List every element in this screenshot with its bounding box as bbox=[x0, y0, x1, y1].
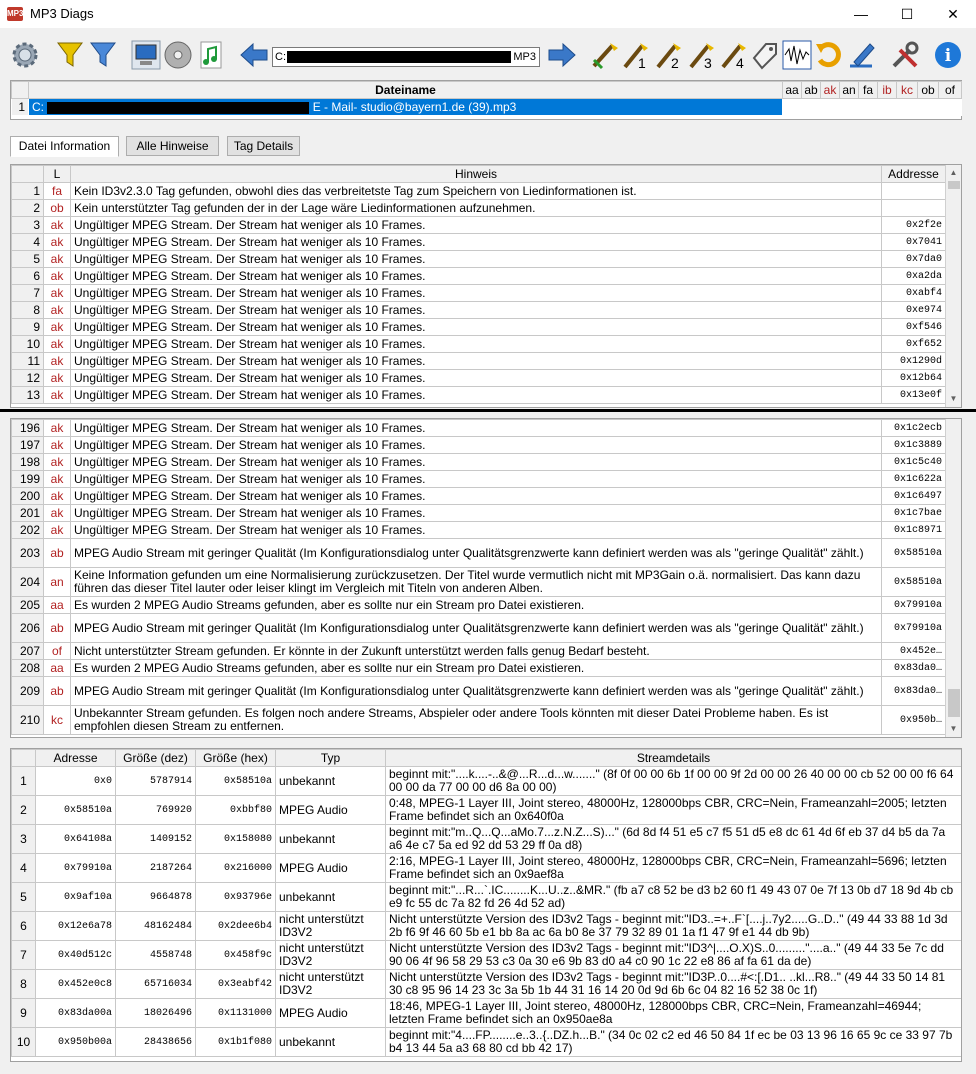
notes-top-scrollbar[interactable] bbox=[945, 165, 961, 407]
note-text: Keine Information gefunden um eine Normalisierung zurückzusetzen. Der Titel wurde vermutlich nicht mit MP3Gain o.ä. normalisiert. Das kann dazu führen das dieser Titel lauter oder leiser klingt im Vergleich mit Titeln von anderen Alben. bbox=[71, 568, 882, 597]
note-text: Ungültiger MPEG Stream. Der Stream hat weniger als 10 Frames. bbox=[71, 268, 882, 285]
notes-table-top bbox=[10, 164, 962, 408]
note-dot: • bbox=[918, 99, 939, 116]
note-address: 0x12b64 bbox=[882, 370, 946, 387]
note-address: 0x1c8971 bbox=[882, 522, 946, 539]
note-text: Ungültiger MPEG Stream. Der Stream hat weniger als 10 Frames. bbox=[71, 420, 882, 437]
splitter[interactable] bbox=[0, 409, 976, 412]
note-address: 0x79910a bbox=[882, 597, 946, 614]
row-number: 12 bbox=[12, 370, 44, 387]
note-level: aa bbox=[44, 660, 71, 677]
row-number: 8 bbox=[12, 970, 36, 999]
note-text: Unbekannter Stream gefunden. Es folgen noch andere Streams, Abspieler oder andere Tools könnten mit dieser Datei Probleme haben. Es ist empfohlen diesen Stream zu entfernen. bbox=[71, 706, 882, 735]
note-text: Es wurden 2 MPEG Audio Streams gefunden, aber es sollte nur ein Stream pro Datei existieren. bbox=[71, 660, 882, 677]
svg-text:4: 4 bbox=[736, 55, 744, 70]
row-number: 208 bbox=[12, 660, 44, 677]
stream-size-hex: 0x3eabf42 bbox=[196, 970, 276, 999]
note-level: ak bbox=[44, 234, 71, 251]
note-row[interactable] bbox=[12, 387, 946, 404]
note-address: 0x1c3889 bbox=[882, 437, 946, 454]
note-row[interactable] bbox=[12, 200, 946, 217]
stream-details: beginnt mit:"m..Q...Q...aMo.7...z.N.Z...S)..." (6d 8d f4 51 e5 c7 f5 51 d5 e8 dc 61 4d 6f eb 37 d4 b5 da 7a a6 4e c7 5a ed 92 dd 53 29 ff 0a d8) bbox=[386, 825, 962, 854]
stream-size-dec: 5787914 bbox=[116, 767, 196, 796]
row-number: 13 bbox=[12, 387, 44, 404]
row-number: 3 bbox=[12, 825, 36, 854]
note-text: Ungültiger MPEG Stream. Der Stream hat weniger als 10 Frames. bbox=[71, 387, 882, 404]
stream-details: 18:46, MPEG-1 Layer III, Joint stereo, 48000Hz, 128000bps CBR, CRC=Nein, Frameanzahl=46944; letzten Frame befindet sich an 0x950ae8a bbox=[386, 999, 962, 1028]
stream-address: 0x58510a bbox=[36, 796, 116, 825]
note-row[interactable] bbox=[12, 614, 946, 643]
note-text: Kein unterstützter Tag gefunden der in der Lage wäre Liedinformationen aufzunehmen. bbox=[71, 200, 882, 217]
row-number: 207 bbox=[12, 643, 44, 660]
note-level: ak bbox=[44, 285, 71, 302]
note-text: Ungültiger MPEG Stream. Der Stream hat weniger als 10 Frames. bbox=[71, 285, 882, 302]
note-level: ak bbox=[44, 302, 71, 319]
stream-size-dec: 48162484 bbox=[116, 912, 196, 941]
note-text: Ungültiger MPEG Stream. Der Stream hat weniger als 10 Frames. bbox=[71, 471, 882, 488]
note-address bbox=[882, 183, 946, 200]
stream-size-dec: 1409152 bbox=[116, 825, 196, 854]
note-address: 0x58510a bbox=[882, 539, 946, 568]
note-dot: • bbox=[859, 99, 878, 116]
stream-size-dec: 769920 bbox=[116, 796, 196, 825]
note-level: ak bbox=[44, 319, 71, 336]
note-level: ak bbox=[44, 370, 71, 387]
row-number: 10 bbox=[12, 1028, 36, 1057]
notes-bottom-scrollbar[interactable] bbox=[945, 419, 961, 737]
note-level: ak bbox=[44, 420, 71, 437]
note-level: kc bbox=[44, 706, 71, 735]
note-row[interactable] bbox=[12, 597, 946, 614]
note-text: Es wurden 2 MPEG Audio Streams gefunden, aber es sollte nur ein Stream pro Datei existieren. bbox=[71, 597, 882, 614]
stream-type: unbekannt bbox=[276, 883, 386, 912]
note-level: an bbox=[44, 568, 71, 597]
note-dot: • bbox=[821, 99, 840, 116]
note-row[interactable] bbox=[12, 505, 946, 522]
info-icon[interactable] bbox=[933, 40, 963, 70]
row-number: 204 bbox=[12, 568, 44, 597]
file-name-prefix: C: bbox=[32, 100, 44, 114]
stream-row[interactable] bbox=[12, 1028, 962, 1057]
transform-2-icon[interactable] bbox=[655, 40, 685, 70]
stream-size-dec: 4558748 bbox=[116, 941, 196, 970]
note-row[interactable] bbox=[12, 302, 946, 319]
note-text: MPEG Audio Stream mit geringer Qualität (Im Konfigurationsdialog unter Qualitätsgrenzwerte kann definiert werden was als "geringe Qualität" zählt.) bbox=[71, 539, 882, 568]
note-row[interactable] bbox=[12, 336, 946, 353]
stream-row[interactable] bbox=[12, 796, 962, 825]
file-row[interactable] bbox=[12, 99, 962, 116]
column-header-fa[interactable]: fa bbox=[859, 82, 878, 99]
note-level: ab bbox=[44, 539, 71, 568]
note-row[interactable] bbox=[12, 217, 946, 234]
note-level: ab bbox=[44, 677, 71, 706]
column-header-ob[interactable]: ob bbox=[918, 82, 939, 99]
column-header-ak[interactable]: ak bbox=[821, 82, 840, 99]
column-header-ib[interactable]: ib bbox=[878, 82, 897, 99]
row-number: 5 bbox=[12, 251, 44, 268]
row-number: 205 bbox=[12, 597, 44, 614]
note-row[interactable] bbox=[12, 568, 946, 597]
note-text: MPEG Audio Stream mit geringer Qualität (Im Konfigurationsdialog unter Qualitätsgrenzwerte kann definiert werden was als "geringe Qualität" zählt.) bbox=[71, 677, 882, 706]
stream-address: 0x64108a bbox=[36, 825, 116, 854]
note-address: 0xa2da bbox=[882, 268, 946, 285]
note-dot: • bbox=[840, 99, 859, 116]
scroll-down-icon[interactable]: ▼ bbox=[949, 724, 958, 733]
column-header-size-dec[interactable]: Größe (dez) bbox=[116, 750, 196, 767]
note-address: 0x452e… bbox=[882, 643, 946, 660]
stream-details: Nicht unterstützte Version des ID3v2 Tags - beginnt mit:"ID3^|....O.X)S..0........."....a.." (49 44 33 5e 7c dd 90 06 4f 96 58 29 53 c3 0a 30 e6 9b 83 d0 a4 c0 90 1c 22 e8 86 af fa 61 da de) bbox=[386, 941, 962, 970]
note-text: Kein ID3v2.3.0 Tag gefunden, obwohl dies das verbreitetste Tag zum Speichern von Liedinformationen ist. bbox=[71, 183, 882, 200]
close-button[interactable]: ✕ bbox=[947, 6, 959, 22]
stream-size-hex: 0x458f9c bbox=[196, 941, 276, 970]
note-address: 0x7da0 bbox=[882, 251, 946, 268]
tab-all-notes[interactable]: Alle Hinweise bbox=[126, 136, 219, 156]
note-address: 0x79910a bbox=[882, 614, 946, 643]
tools-icon[interactable] bbox=[890, 40, 920, 70]
note-address: 0x13e0f bbox=[882, 387, 946, 404]
stream-details: 0:48, MPEG-1 Layer III, Joint stereo, 48000Hz, 128000bps CBR, CRC=Nein, Frameanzahl=2005; letzten Frame befindet sich an 0x640f0a bbox=[386, 796, 962, 825]
scroll-thumb[interactable] bbox=[948, 689, 960, 717]
stream-size-hex: 0x2dee6b4 bbox=[196, 912, 276, 941]
notes-corner bbox=[12, 166, 44, 183]
row-number: 198 bbox=[12, 454, 44, 471]
row-number: 209 bbox=[12, 677, 44, 706]
note-address: 0x83da0… bbox=[882, 677, 946, 706]
note-row[interactable] bbox=[12, 539, 946, 568]
column-header-filename[interactable]: Dateiname bbox=[29, 82, 783, 99]
note-address: 0x83da0… bbox=[882, 660, 946, 677]
column-header-size-hex[interactable]: Größe (hex) bbox=[196, 750, 276, 767]
note-text: Ungültiger MPEG Stream. Der Stream hat weniger als 10 Frames. bbox=[71, 336, 882, 353]
maximize-button[interactable]: ☐ bbox=[900, 6, 914, 22]
row-number: 6 bbox=[12, 268, 44, 285]
stream-type: unbekannt bbox=[276, 1028, 386, 1057]
row-number: 4 bbox=[12, 854, 36, 883]
note-level: ak bbox=[44, 251, 71, 268]
note-level: ab bbox=[44, 614, 71, 643]
note-text: Ungültiger MPEG Stream. Der Stream hat weniger als 10 Frames. bbox=[71, 234, 882, 251]
note-text: Ungültiger MPEG Stream. Der Stream hat weniger als 10 Frames. bbox=[71, 353, 882, 370]
stream-size-hex: 0xbbf80 bbox=[196, 796, 276, 825]
notes-table-bottom bbox=[10, 418, 962, 738]
row-number: 1 bbox=[12, 183, 44, 200]
note-text: Ungültiger MPEG Stream. Der Stream hat weniger als 10 Frames. bbox=[71, 251, 882, 268]
svg-text:3: 3 bbox=[704, 55, 712, 70]
column-header-address[interactable]: Addresse bbox=[882, 166, 946, 183]
row-number: 3 bbox=[12, 217, 44, 234]
column-header-kc[interactable]: kc bbox=[897, 82, 918, 99]
streams-table bbox=[10, 748, 962, 1062]
stream-address: 0x0 bbox=[36, 767, 116, 796]
note-level: ak bbox=[44, 505, 71, 522]
note-address: 0x1290d bbox=[882, 353, 946, 370]
row-number: 2 bbox=[12, 200, 44, 217]
stream-type: unbekannt bbox=[276, 767, 386, 796]
undo-icon[interactable] bbox=[814, 40, 844, 70]
stream-type: MPEG Audio bbox=[276, 999, 386, 1028]
note-address: 0xf546 bbox=[882, 319, 946, 336]
waveform-icon[interactable] bbox=[782, 40, 812, 70]
note-row[interactable] bbox=[12, 677, 946, 706]
monitor-icon[interactable] bbox=[131, 40, 161, 70]
stream-details: Nicht unterstützte Version des ID3v2 Tags - beginnt mit:"ID3P..0....#<:[.D1.. ..kl...R8.." (49 44 33 50 14 81 30 c8 95 96 14 23 3c 3a 5b 1b 44 31 16 14 20 0d 9d 6b 6c 04 82 16 52 38 0c 1f) bbox=[386, 970, 962, 999]
row-number: 8 bbox=[12, 302, 44, 319]
stream-address: 0x83da00a bbox=[36, 999, 116, 1028]
stream-row[interactable] bbox=[12, 767, 962, 796]
stream-size-hex: 0x158080 bbox=[196, 825, 276, 854]
note-level: ak bbox=[44, 353, 71, 370]
note-row[interactable] bbox=[12, 660, 946, 677]
row-number: 200 bbox=[12, 488, 44, 505]
note-row[interactable] bbox=[12, 522, 946, 539]
column-header-type[interactable]: Typ bbox=[276, 750, 386, 767]
note-address: 0x58510a bbox=[882, 568, 946, 597]
stream-address: 0x950b00a bbox=[36, 1028, 116, 1057]
tab-file-info[interactable]: Datei Information bbox=[10, 136, 119, 157]
note-level: ak bbox=[44, 522, 71, 539]
note-level: aa bbox=[44, 597, 71, 614]
note-level: ak bbox=[44, 471, 71, 488]
note-row[interactable] bbox=[12, 319, 946, 336]
column-header-stream-details[interactable]: Streamdetails bbox=[386, 750, 962, 767]
svg-text:1: 1 bbox=[638, 55, 646, 70]
note-level: ak bbox=[44, 268, 71, 285]
title-bar bbox=[0, 0, 976, 28]
note-row[interactable] bbox=[12, 471, 946, 488]
note-text: Ungültiger MPEG Stream. Der Stream hat weniger als 10 Frames. bbox=[71, 454, 882, 471]
note-text: Nicht unterstützter Stream gefunden. Er könnte in der Zukunft unterstützt werden falls genug Bedarf besteht. bbox=[71, 643, 882, 660]
note-level: ob bbox=[44, 200, 71, 217]
note-level: ak bbox=[44, 454, 71, 471]
stream-size-hex: 0x1131000 bbox=[196, 999, 276, 1028]
stream-type: MPEG Audio bbox=[276, 854, 386, 883]
note-address: 0x1c2ecb bbox=[882, 420, 946, 437]
note-address: 0x1c622a bbox=[882, 471, 946, 488]
note-address: 0xabf4 bbox=[882, 285, 946, 302]
stream-type: nicht unterstützt ID3V2 bbox=[276, 912, 386, 941]
note-dot: • bbox=[802, 99, 821, 116]
row-number: 197 bbox=[12, 437, 44, 454]
note-address: 0x7041 bbox=[882, 234, 946, 251]
row-number: 4 bbox=[12, 234, 44, 251]
note-row[interactable] bbox=[12, 251, 946, 268]
row-number: 9 bbox=[12, 319, 44, 336]
row-number: 7 bbox=[12, 941, 36, 970]
filter-notes-icon[interactable] bbox=[88, 40, 118, 70]
stream-address: 0x9af10a bbox=[36, 883, 116, 912]
path-extension: MP3 bbox=[513, 51, 536, 63]
stream-row[interactable] bbox=[12, 912, 962, 941]
note-row[interactable] bbox=[12, 353, 946, 370]
note-row[interactable] bbox=[12, 420, 946, 437]
note-text: Ungültiger MPEG Stream. Der Stream hat weniger als 10 Frames. bbox=[71, 302, 882, 319]
path-prefix: C: bbox=[275, 51, 286, 63]
column-header-note[interactable]: Hinweis bbox=[71, 166, 882, 183]
transform-4-icon[interactable] bbox=[720, 40, 750, 70]
stream-details: beginnt mit:"....k....-..&@...R...d...w......." (8f 0f 00 00 6b 1f 00 00 9f 2d 00 00 26 40 00 00 cb 52 00 00 f6 64 00 00 da 77 00 00 d6 8a 00 00) bbox=[386, 767, 962, 796]
redacted-path bbox=[287, 51, 511, 63]
note-row[interactable] bbox=[12, 268, 946, 285]
stream-size-hex: 0x1b1f080 bbox=[196, 1028, 276, 1057]
column-header-address[interactable]: Adresse bbox=[36, 750, 116, 767]
note-level: ak bbox=[44, 488, 71, 505]
stream-size-dec: 18026496 bbox=[116, 999, 196, 1028]
stream-row[interactable] bbox=[12, 883, 962, 912]
row-number: 202 bbox=[12, 522, 44, 539]
cd-icon[interactable] bbox=[163, 40, 193, 70]
row-number: 2 bbox=[12, 796, 36, 825]
row-number: 203 bbox=[12, 539, 44, 568]
stream-size-dec: 9664878 bbox=[116, 883, 196, 912]
note-row[interactable] bbox=[12, 643, 946, 660]
transform-3-icon[interactable] bbox=[688, 40, 718, 70]
note-address: 0x950b… bbox=[882, 706, 946, 735]
stream-size-dec: 65716034 bbox=[116, 970, 196, 999]
note-level: fa bbox=[44, 183, 71, 200]
row-number: 7 bbox=[12, 285, 44, 302]
stream-size-dec: 28438656 bbox=[116, 1028, 196, 1057]
row-number: 210 bbox=[12, 706, 44, 735]
stream-row[interactable] bbox=[12, 941, 962, 970]
row-number: 199 bbox=[12, 471, 44, 488]
file-table bbox=[10, 80, 962, 120]
stream-size-hex: 0x216000 bbox=[196, 854, 276, 883]
stream-address: 0x12e6a78 bbox=[36, 912, 116, 941]
stream-row[interactable] bbox=[12, 999, 962, 1028]
file-name-suffix: E - Mail- studio@bayern1.de (39).mp3 bbox=[312, 100, 517, 114]
note-row[interactable] bbox=[12, 234, 946, 251]
row-number: 11 bbox=[12, 353, 44, 370]
file-name-cell[interactable] bbox=[29, 99, 783, 116]
stream-size-hex: 0x93796e bbox=[196, 883, 276, 912]
note-address: 0x1c7bae bbox=[882, 505, 946, 522]
row-number: 1 bbox=[12, 767, 36, 796]
note-text: Ungültiger MPEG Stream. Der Stream hat weniger als 10 Frames. bbox=[71, 522, 882, 539]
transform-1-icon[interactable] bbox=[622, 40, 652, 70]
tab-tag-details[interactable]: Tag Details bbox=[227, 136, 300, 156]
note-text: Ungültiger MPEG Stream. Der Stream hat weniger als 10 Frames. bbox=[71, 370, 882, 387]
note-dot bbox=[878, 99, 897, 116]
note-address: 0xe974 bbox=[882, 302, 946, 319]
scroll-up-icon[interactable]: ▲ bbox=[949, 168, 958, 177]
svg-text:i: i bbox=[944, 46, 952, 66]
stream-size-hex: 0x58510a bbox=[196, 767, 276, 796]
note-address bbox=[882, 200, 946, 217]
forward-arrow-icon[interactable] bbox=[547, 40, 577, 70]
note-row[interactable] bbox=[12, 285, 946, 302]
stream-details: Nicht unterstützte Version des ID3v2 Tags - beginnt mit:"ID3..=+..F`[....j..7y2.....G..D.." (49 44 33 88 1d 3d 2b f6 9f 46 60 5b e1 bb 8a ac 6a b0 8e 37 79 32 89 01 1a f1 47 9f e1 44 db 9b) bbox=[386, 912, 962, 941]
row-number: 5 bbox=[12, 883, 36, 912]
note-text: MPEG Audio Stream mit geringer Qualität (Im Konfigurationsdialog unter Qualitätsgrenzwerte kann definiert werden was als "geringe Qualität" zählt.) bbox=[71, 614, 882, 643]
note-row[interactable] bbox=[12, 454, 946, 471]
note-dot: • bbox=[897, 99, 918, 116]
note-level: ak bbox=[44, 437, 71, 454]
stream-type: unbekannt bbox=[276, 825, 386, 854]
stream-row[interactable] bbox=[12, 854, 962, 883]
column-header-aa[interactable]: aa bbox=[783, 82, 802, 99]
transform-all-icon[interactable] bbox=[590, 40, 620, 70]
note-address: 0x1c5c40 bbox=[882, 454, 946, 471]
tag-icon[interactable] bbox=[750, 40, 780, 70]
note-text: Ungültiger MPEG Stream. Der Stream hat weniger als 10 Frames. bbox=[71, 217, 882, 234]
note-row[interactable] bbox=[12, 183, 946, 200]
scroll-thumb[interactable] bbox=[948, 181, 960, 189]
back-arrow-icon[interactable] bbox=[239, 40, 269, 70]
gear-icon[interactable] bbox=[10, 40, 40, 70]
music-note-icon[interactable] bbox=[196, 40, 226, 70]
note-text: Ungültiger MPEG Stream. Der Stream hat weniger als 10 Frames. bbox=[71, 488, 882, 505]
stream-address: 0x40d512c bbox=[36, 941, 116, 970]
filter-folder-icon[interactable] bbox=[55, 40, 85, 70]
row-number: 206 bbox=[12, 614, 44, 643]
note-level: ak bbox=[44, 217, 71, 234]
note-level: ak bbox=[44, 336, 71, 353]
stream-address: 0x79910a bbox=[36, 854, 116, 883]
stream-details: beginnt mit:"4....FP........e..3..{..DZ.h...B." (34 0c 02 c2 ed 46 50 84 1f ec be 03 13 96 16 65 9c ce 33 97 7b b4 13 44 5a a3 68 80 cd bb 42 17) bbox=[386, 1028, 962, 1057]
stream-type: nicht unterstützt ID3V2 bbox=[276, 941, 386, 970]
stream-details: beginnt mit:"...R...`.IC........K...U..z..&MR." (fb a7 c8 52 be d3 b2 60 f1 49 43 07 0e 7f 13 0b d7 18 9d 4b cb e9 fc 55 dc 7a 82 fd 26 4d 52 ad) bbox=[386, 883, 962, 912]
note-dot: • bbox=[783, 99, 802, 116]
note-level: ak bbox=[44, 387, 71, 404]
svg-text:2: 2 bbox=[671, 55, 679, 70]
streams-corner bbox=[12, 750, 36, 767]
stream-address: 0x452e0c8 bbox=[36, 970, 116, 999]
note-dot: • bbox=[939, 99, 962, 116]
column-header-level[interactable]: L bbox=[44, 166, 71, 183]
path-input[interactable] bbox=[272, 47, 540, 67]
stream-type: nicht unterstützt ID3V2 bbox=[276, 970, 386, 999]
note-row[interactable] bbox=[12, 706, 946, 735]
row-number: 201 bbox=[12, 505, 44, 522]
row-number: 1 bbox=[12, 99, 29, 116]
edit-icon[interactable] bbox=[846, 40, 876, 70]
note-text: Ungültiger MPEG Stream. Der Stream hat weniger als 10 Frames. bbox=[71, 319, 882, 336]
row-number: 9 bbox=[12, 999, 36, 1028]
stream-row[interactable] bbox=[12, 970, 962, 999]
file-table-corner bbox=[12, 82, 29, 99]
stream-size-dec: 2187264 bbox=[116, 854, 196, 883]
row-number: 196 bbox=[12, 420, 44, 437]
note-level: of bbox=[44, 643, 71, 660]
column-header-of[interactable]: of bbox=[939, 82, 962, 99]
column-header-an[interactable]: an bbox=[840, 82, 859, 99]
note-address: 0x2f2e bbox=[882, 217, 946, 234]
redacted-filename bbox=[47, 102, 309, 114]
app-icon: MP3 bbox=[7, 7, 23, 21]
column-header-ab[interactable]: ab bbox=[802, 82, 821, 99]
row-number: 10 bbox=[12, 336, 44, 353]
note-text: Ungültiger MPEG Stream. Der Stream hat weniger als 10 Frames. bbox=[71, 437, 882, 454]
note-address: 0x1c6497 bbox=[882, 488, 946, 505]
row-number: 6 bbox=[12, 912, 36, 941]
window-title: MP3 Diags bbox=[30, 6, 94, 21]
note-address: 0xf652 bbox=[882, 336, 946, 353]
minimize-button[interactable]: — bbox=[854, 6, 868, 22]
stream-type: MPEG Audio bbox=[276, 796, 386, 825]
stream-details: 2:16, MPEG-1 Layer III, Joint stereo, 48000Hz, 128000bps CBR, CRC=Nein, Frameanzahl=5696; letzten Frame befindet sich an 0x9aef8a bbox=[386, 854, 962, 883]
stream-row[interactable] bbox=[12, 825, 962, 854]
note-row[interactable] bbox=[12, 437, 946, 454]
note-row[interactable] bbox=[12, 488, 946, 505]
note-row[interactable] bbox=[12, 370, 946, 387]
note-text: Ungültiger MPEG Stream. Der Stream hat weniger als 10 Frames. bbox=[71, 505, 882, 522]
scroll-down-icon[interactable]: ▼ bbox=[949, 394, 958, 403]
